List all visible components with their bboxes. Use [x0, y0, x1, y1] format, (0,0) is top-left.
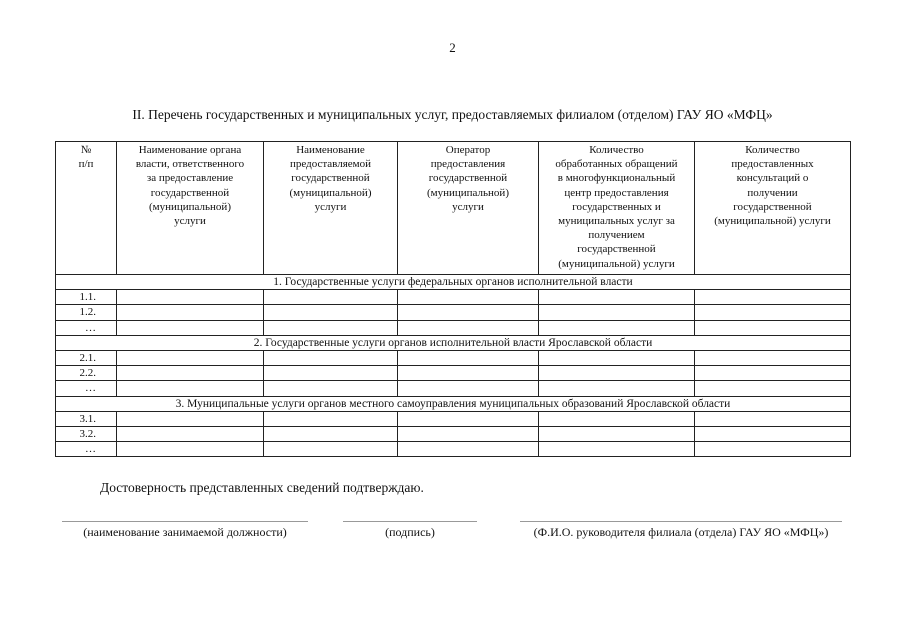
table-cell	[398, 351, 539, 366]
table-cell	[539, 427, 695, 442]
header-line: государственной	[428, 172, 508, 185]
table-cell	[539, 351, 695, 366]
table-cell	[695, 411, 851, 426]
header-line: государственной	[733, 200, 812, 213]
table-cell	[117, 442, 264, 457]
position-signature-line	[62, 521, 308, 522]
table-row	[56, 427, 851, 442]
table-cell	[398, 366, 539, 381]
table-cell	[264, 290, 398, 305]
header-line: Оператор	[445, 144, 491, 156]
header-line: п/п	[78, 158, 94, 171]
table-row	[56, 320, 851, 335]
row-number: 2.2.	[56, 366, 117, 381]
table-cell	[695, 305, 851, 320]
table-cell	[117, 381, 264, 396]
header-line: государственной	[577, 243, 656, 256]
table-cell	[398, 381, 539, 396]
table-cell	[264, 305, 398, 320]
table-cell	[695, 442, 851, 457]
header-operator	[398, 142, 539, 275]
table-cell	[264, 320, 398, 335]
table-row	[56, 381, 851, 396]
group-row	[56, 275, 851, 290]
table-body	[56, 275, 851, 457]
table-cell	[398, 411, 539, 426]
header-number	[56, 142, 117, 275]
header-consultations-count	[695, 142, 851, 275]
header-authority	[117, 142, 264, 275]
table-cell	[539, 305, 695, 320]
header-line: власти, ответственного	[135, 158, 245, 171]
header-line: предоставляемой	[289, 158, 372, 171]
table-row	[56, 442, 851, 457]
table-cell	[264, 442, 398, 457]
row-number: …	[56, 320, 117, 335]
table-cell	[695, 427, 851, 442]
table-row	[56, 366, 851, 381]
signature-line	[343, 521, 477, 522]
table-cell	[398, 442, 539, 457]
header-row	[56, 142, 851, 275]
header-line: получением	[588, 229, 645, 242]
table-cell	[539, 381, 695, 396]
header-line: (муниципальной)	[289, 186, 372, 199]
table-cell	[117, 290, 264, 305]
table-cell	[264, 381, 398, 396]
services-table	[55, 141, 851, 457]
table-cell	[695, 290, 851, 305]
header-line: государственной	[291, 172, 370, 185]
header-line: (муниципальной)	[149, 200, 231, 213]
header-line: услуги	[314, 200, 347, 213]
header-line: (муниципальной)	[427, 186, 509, 199]
header-line: консультаций о	[736, 172, 809, 185]
position-label: (наименование занимаемой должности)	[83, 525, 287, 539]
name-signature-line	[520, 521, 842, 522]
table-cell	[264, 427, 398, 442]
table-cell	[117, 305, 264, 320]
table-cell	[264, 366, 398, 381]
table-cell	[398, 290, 539, 305]
header-line: услуги	[174, 215, 206, 228]
header-line: услуги	[452, 200, 484, 213]
table-cell	[398, 427, 539, 442]
table-cell	[539, 442, 695, 457]
table-cell	[117, 320, 264, 335]
header-line: предоставления	[430, 158, 506, 171]
table-row	[56, 411, 851, 426]
header-line: государственной	[150, 186, 230, 199]
row-number: 1.1.	[56, 290, 117, 305]
table-cell	[695, 381, 851, 396]
row-number: …	[56, 442, 117, 457]
table-cell	[117, 366, 264, 381]
confirmation-text: Достоверность представленных сведений подтверждаю.	[100, 480, 424, 495]
signature-label: (подпись)	[385, 525, 435, 539]
table-cell	[695, 351, 851, 366]
group-row	[56, 335, 851, 350]
header-line: государственных и	[572, 200, 661, 213]
table-cell	[695, 320, 851, 335]
header-line: Наименование	[296, 144, 365, 156]
group-title: 3. Муниципальные услуги органов местного самоуправления муниципальных образований Ярославской области	[56, 396, 851, 411]
table-cell	[539, 320, 695, 335]
header-line: за предоставление	[146, 172, 234, 185]
table-header	[56, 142, 851, 275]
name-label: (Ф.И.О. руководителя филиала (отдела) ГАУ ЯО «МФЦ»)	[533, 525, 829, 539]
header-line: обработанных обращений	[555, 158, 678, 171]
header-line: Количество	[745, 144, 800, 156]
header-service-name	[264, 142, 398, 275]
table-cell	[695, 366, 851, 381]
table-cell	[398, 320, 539, 335]
row-number: 3.1.	[56, 411, 117, 426]
header-line: центр предоставления	[564, 186, 669, 199]
table-cell	[264, 351, 398, 366]
header-line: Количество	[589, 144, 644, 156]
section-title: II. Перечень государственных и муниципальных услуг, предоставляемых филиалом (отделом) ГАУ ЯО «МФЦ»	[132, 107, 773, 122]
row-number: 3.2.	[56, 427, 117, 442]
header-line: №	[80, 144, 92, 156]
row-number: …	[56, 381, 117, 396]
group-title: 1. Государственные услуги федеральных органов исполнительной власти	[56, 275, 851, 290]
header-line: (муниципальной) услуги	[714, 215, 831, 228]
table-row	[56, 290, 851, 305]
table-cell	[264, 411, 398, 426]
header-line: Наименование органа	[138, 144, 242, 156]
table-row	[56, 351, 851, 366]
table-row	[56, 305, 851, 320]
header-line: (муниципальной) услуги	[558, 257, 675, 270]
header-line: муниципальных услуг за	[558, 215, 675, 228]
header-line: получении	[747, 186, 798, 199]
table-cell	[398, 305, 539, 320]
header-line: в многофункциональный	[557, 172, 676, 185]
group-row	[56, 396, 851, 411]
table-cell	[539, 290, 695, 305]
table-cell	[539, 411, 695, 426]
table-cell	[539, 366, 695, 381]
table-cell	[117, 427, 264, 442]
row-number: 1.2.	[56, 305, 117, 320]
group-title: 2. Государственные услуги органов исполнительной власти Ярославской области	[56, 335, 851, 350]
row-number: 2.1.	[56, 351, 117, 366]
header-requests-count	[539, 142, 695, 275]
header-line: предоставленных	[731, 158, 814, 171]
table-cell	[117, 411, 264, 426]
page-number: 2	[449, 40, 456, 55]
table-cell	[117, 351, 264, 366]
